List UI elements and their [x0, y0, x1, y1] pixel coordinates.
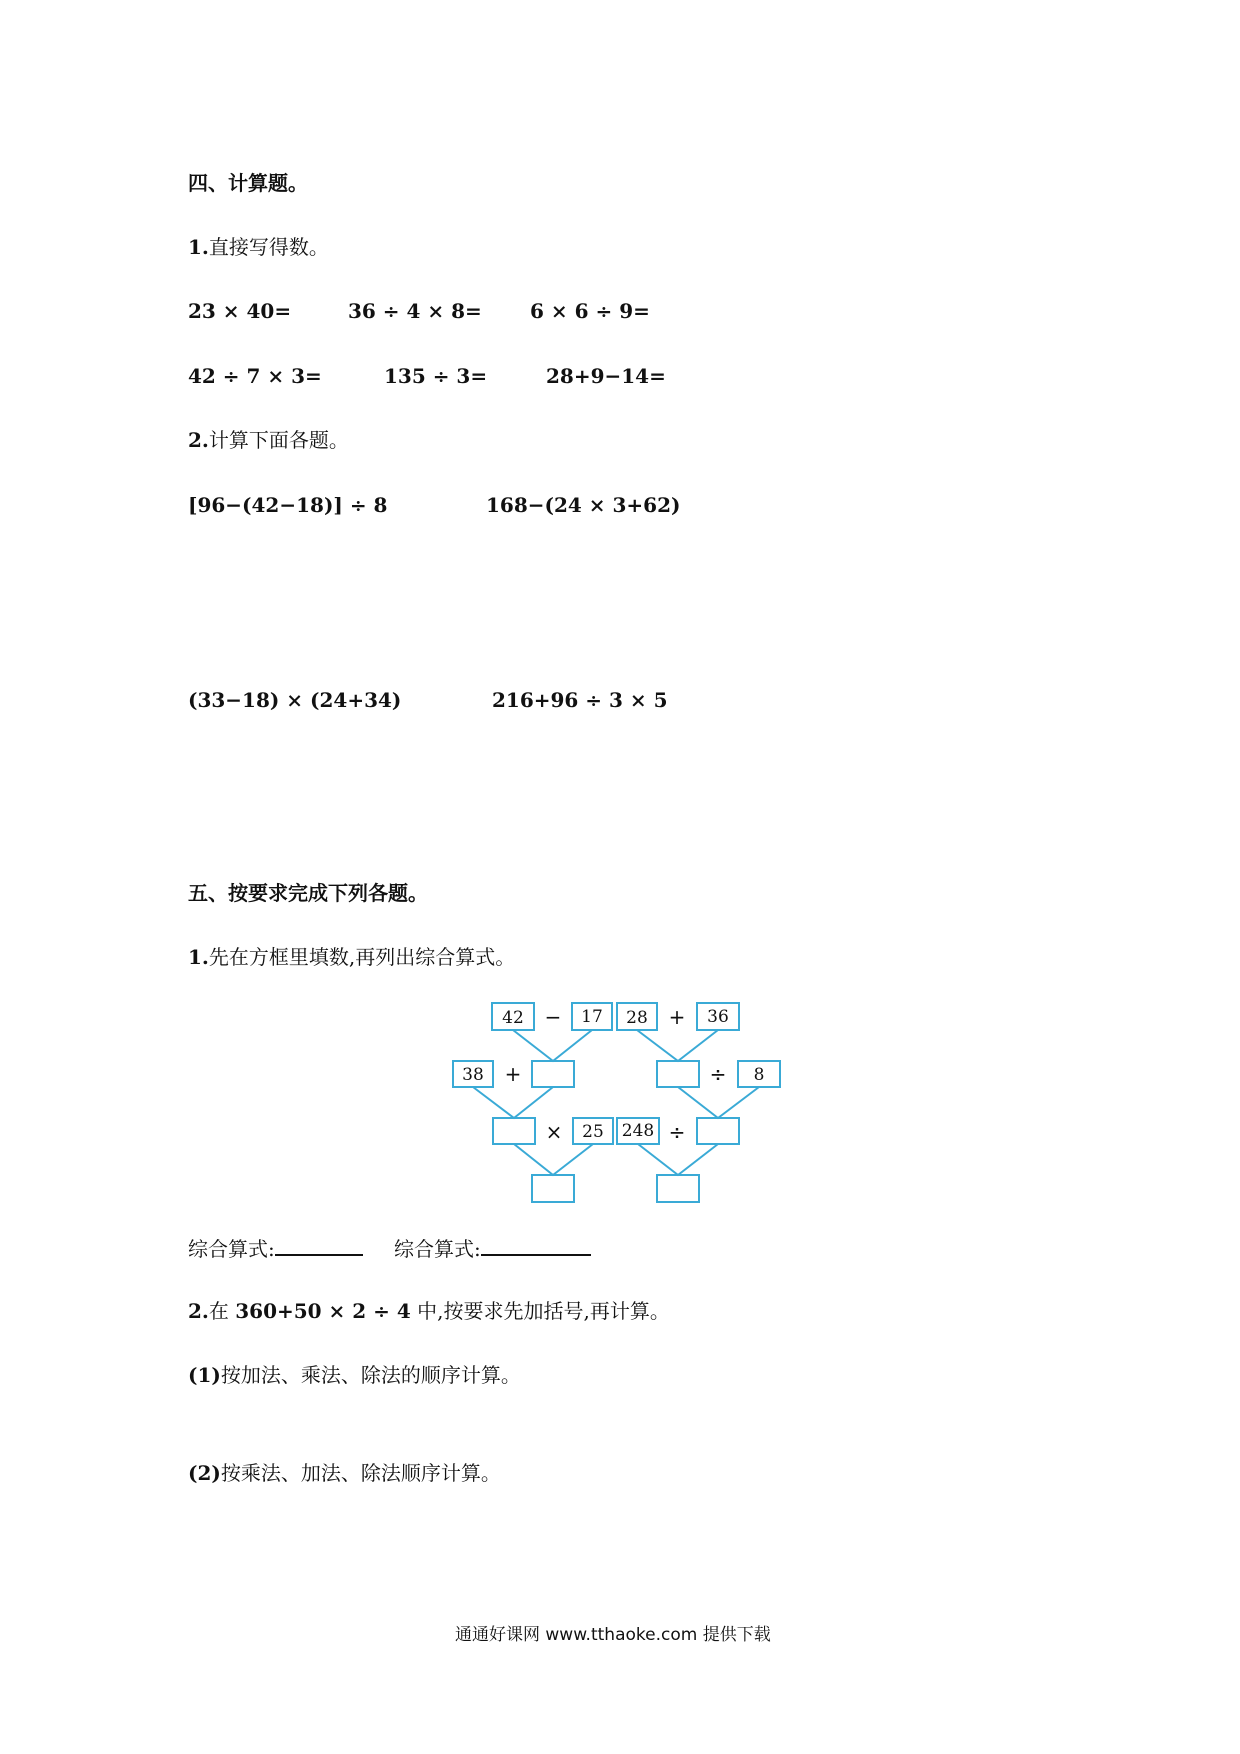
right-low-a-value: 248 [621, 1121, 655, 1141]
s5-q2-sub1-number: (1) [188, 1363, 221, 1387]
right-top-b-value: 36 [707, 1007, 729, 1027]
q1-text: 直接写得数。 [208, 235, 329, 259]
right-top-a-value: 28 [626, 1008, 648, 1028]
section4-heading: 四、计算题。 [188, 171, 308, 195]
s5-q1-text: 先在方框里填数,再列出综合算式。 [208, 945, 516, 969]
mental-math-4: 42 ÷ 7 × 3= [188, 364, 322, 388]
q2-title [188, 427, 349, 453]
right-mid-box-a[interactable] [657, 1061, 699, 1087]
left-low-b-value: 25 [582, 1122, 604, 1142]
s5-q1-number: 1. [188, 945, 209, 969]
right-mid-operator: ÷ [709, 1062, 727, 1086]
calc-expr-4: 216+96 ÷ 3 × 5 [492, 688, 668, 712]
right-result-box[interactable] [657, 1175, 699, 1202]
q1-number: 1. [188, 235, 209, 259]
left-low-operator: × [545, 1120, 563, 1144]
right-top-box-a [617, 1003, 657, 1030]
left-low-box-a[interactable] [493, 1118, 535, 1144]
s5-q2-prefix: 在 [208, 1299, 236, 1323]
answer-blank-1[interactable] [275, 1234, 363, 1256]
answer-label-1: 综合算式: [188, 1237, 275, 1261]
section5-heading: 五、按要求完成下列各题。 [188, 881, 428, 905]
answer-line-1 [188, 1234, 363, 1262]
q2-number: 2. [188, 428, 209, 452]
s5-q2-sub2 [188, 1460, 501, 1486]
s5-q2-sub2-number: (2) [188, 1461, 221, 1485]
left-mid-a-value: 38 [462, 1065, 484, 1085]
left-result-box[interactable] [532, 1175, 574, 1202]
answer-blank-2[interactable] [481, 1234, 591, 1256]
left-top-operator: − [544, 1005, 562, 1029]
left-top-box-b [572, 1003, 612, 1030]
right-top-operator: + [668, 1005, 686, 1029]
s5-q2-sub1 [188, 1362, 521, 1388]
right-mid-b-value: 8 [753, 1065, 765, 1085]
mental-math-3: 6 × 6 ÷ 9= [530, 299, 650, 323]
left-top-box-a [492, 1003, 534, 1030]
right-low-box-a [617, 1118, 659, 1144]
mental-math-2: 36 ÷ 4 × 8= [348, 299, 482, 323]
q1-title [188, 234, 329, 260]
left-top-b-value: 17 [581, 1007, 603, 1027]
s5-q2-sub1-text: 按加法、乘法、除法的顺序计算。 [220, 1363, 521, 1387]
s5-q2-sub2-text: 按乘法、加法、除法顺序计算。 [220, 1461, 501, 1485]
s5-q2-number: 2. [188, 1299, 209, 1323]
mental-math-6: 28+9−14= [546, 364, 666, 388]
answer-label-2: 综合算式: [394, 1237, 481, 1261]
left-mid-box-a [453, 1061, 493, 1087]
q2-text: 计算下面各题。 [208, 428, 349, 452]
right-top-box-b [697, 1003, 739, 1030]
calc-expr-2: 168−(24 × 3+62) [486, 493, 681, 517]
calc-expr-3: (33−18) × (24+34) [188, 688, 402, 712]
left-top-a-value: 42 [502, 1008, 524, 1028]
calc-expr-1: [96−(42−18)] ÷ 8 [188, 493, 388, 517]
mental-math-5: 135 ÷ 3= [384, 364, 488, 388]
s5-q1-title [188, 944, 515, 970]
s5-q2-expression: 360+50 × 2 ÷ 4 [235, 1299, 411, 1323]
right-low-operator: ÷ [668, 1120, 686, 1144]
left-low-box-b [573, 1118, 613, 1144]
footer-credit: 通通好课网 www.tthaoke.com 提供下载 [455, 1625, 771, 1645]
s5-q2-title [188, 1298, 670, 1324]
right-low-box-b[interactable] [697, 1118, 739, 1144]
right-mid-box-b [738, 1061, 780, 1087]
s5-q2-suffix: 中,按要求先加括号,再计算。 [410, 1299, 670, 1323]
mental-math-1: 23 × 40= [188, 299, 292, 323]
answer-line-2 [394, 1234, 591, 1262]
left-mid-box-b[interactable] [532, 1061, 574, 1087]
left-mid-operator: + [504, 1062, 522, 1086]
